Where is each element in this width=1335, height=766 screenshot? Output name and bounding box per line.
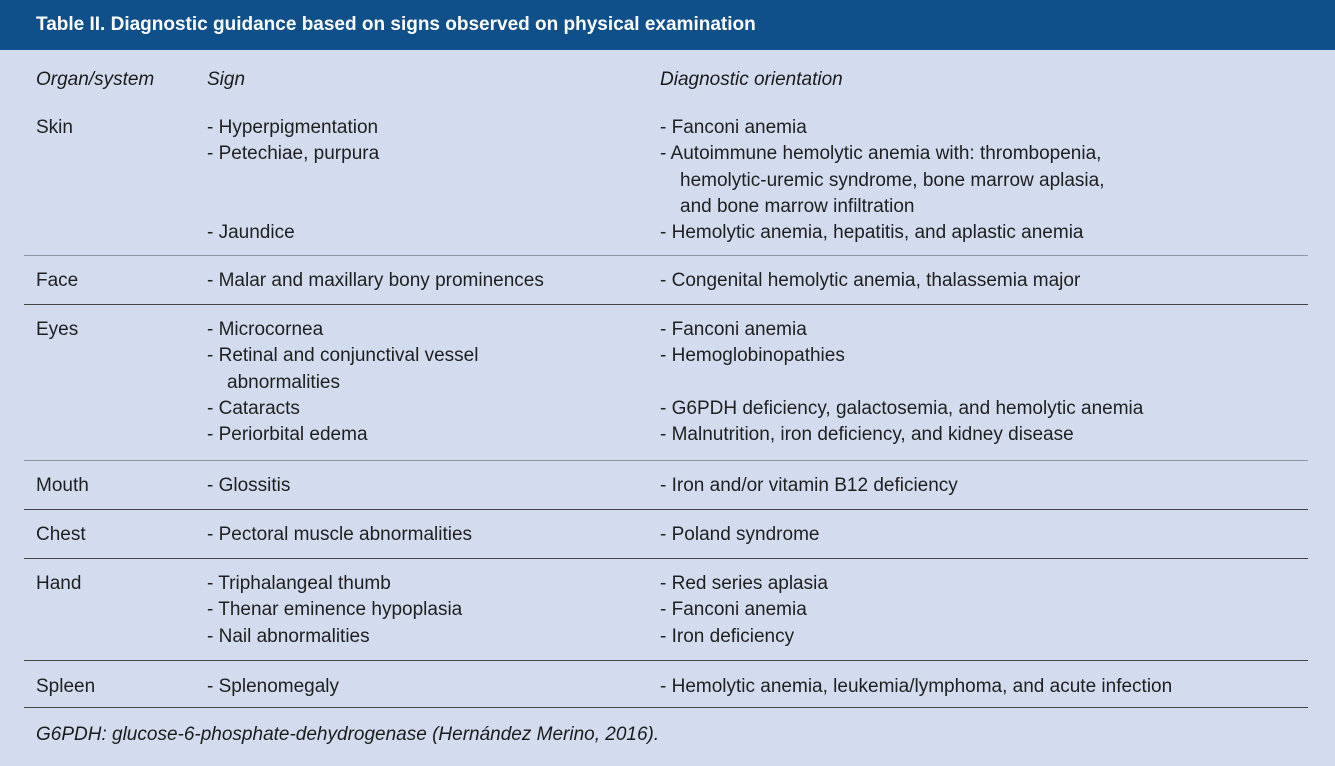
sign-line <box>207 168 379 194</box>
orientation-line: - Iron deficiency <box>660 625 795 647</box>
orientation-line: hemolytic-uremic syndrome, bone marrow aplasia, <box>680 169 1105 191</box>
sign-line: abnormalities <box>227 371 340 393</box>
orientation-line: - Poland syndrome <box>660 524 820 545</box>
orientation-line: - G6PDH deficiency, galactosemia, and hemolytic anemia <box>660 397 1144 419</box>
organ-cell: Face <box>36 270 79 291</box>
orientation-line: - Fanconi anemia <box>660 117 807 138</box>
sign-line: - Pectoral muscle abnormalities <box>207 524 473 545</box>
sign-line: - Petechiae, purpura <box>207 143 380 165</box>
row-divider <box>24 304 1308 305</box>
orientation-line: - Hemoglobinopathies <box>660 345 845 367</box>
organ-cell: Mouth <box>36 475 89 496</box>
row-divider <box>24 460 1308 461</box>
orientation-line: - Red series aplasia <box>660 573 828 594</box>
organ-cell: Spleen <box>36 676 96 697</box>
sign-line: - Cataracts <box>207 397 300 419</box>
organ-cell: Hand <box>36 573 82 594</box>
orientation-line: - Hemolytic anemia, leukemia/lymphoma, and acute infection <box>660 676 1173 697</box>
header-organ: Organ/system <box>36 69 155 90</box>
sign-line <box>207 194 379 220</box>
sign-line: - Periorbital edema <box>207 424 368 446</box>
orientation-line <box>660 370 1143 396</box>
orientation-line: - Autoimmune hemolytic anemia with: thrombopenia, <box>660 143 1102 165</box>
orientation-line: and bone marrow infiltration <box>680 195 915 217</box>
organ-cell: Eyes <box>36 319 79 340</box>
orientation-line: - Congenital hemolytic anemia, thalassemia major <box>660 270 1081 291</box>
sign-line: - Glossitis <box>207 475 291 496</box>
sign-line: - Jaundice <box>207 222 295 244</box>
orientation-line: - Malnutrition, iron deficiency, and kidney disease <box>660 424 1074 446</box>
row-divider <box>24 558 1308 559</box>
sign-line: - Nail abnormalities <box>207 625 370 647</box>
sign-line: - Malar and maxillary bony prominences <box>207 270 544 291</box>
row-divider <box>24 509 1308 510</box>
row-divider <box>24 255 1308 256</box>
table-title: Table II. Diagnostic guidance based on signs observed on physical examination <box>0 0 1335 50</box>
organ-cell: Skin <box>36 117 73 138</box>
sign-line: - Microcornea <box>207 319 324 340</box>
row-divider <box>24 660 1308 661</box>
sign-line: - Splenomegaly <box>207 676 340 697</box>
sign-line: - Retinal and conjunctival vessel <box>207 345 479 367</box>
header-sign: Sign <box>207 69 246 90</box>
orientation-line: - Fanconi anemia <box>660 319 807 340</box>
sign-line: - Triphalangeal thumb <box>207 573 391 594</box>
sign-line: - Thenar eminence hypoplasia <box>207 599 463 621</box>
orientation-line: - Hemolytic anemia, hepatitis, and aplastic anemia <box>660 222 1084 244</box>
organ-cell: Chest <box>36 524 86 545</box>
header-orientation: Diagnostic orientation <box>660 69 843 90</box>
orientation-line: - Iron and/or vitamin B12 deficiency <box>660 475 958 496</box>
footnote: G6PDH: glucose-6-phosphate-dehydrogenase (Hernández Merino, 2016). <box>36 724 660 745</box>
orientation-line: - Fanconi anemia <box>660 599 807 621</box>
row-divider <box>24 707 1308 708</box>
sign-line: - Hyperpigmentation <box>207 117 379 138</box>
